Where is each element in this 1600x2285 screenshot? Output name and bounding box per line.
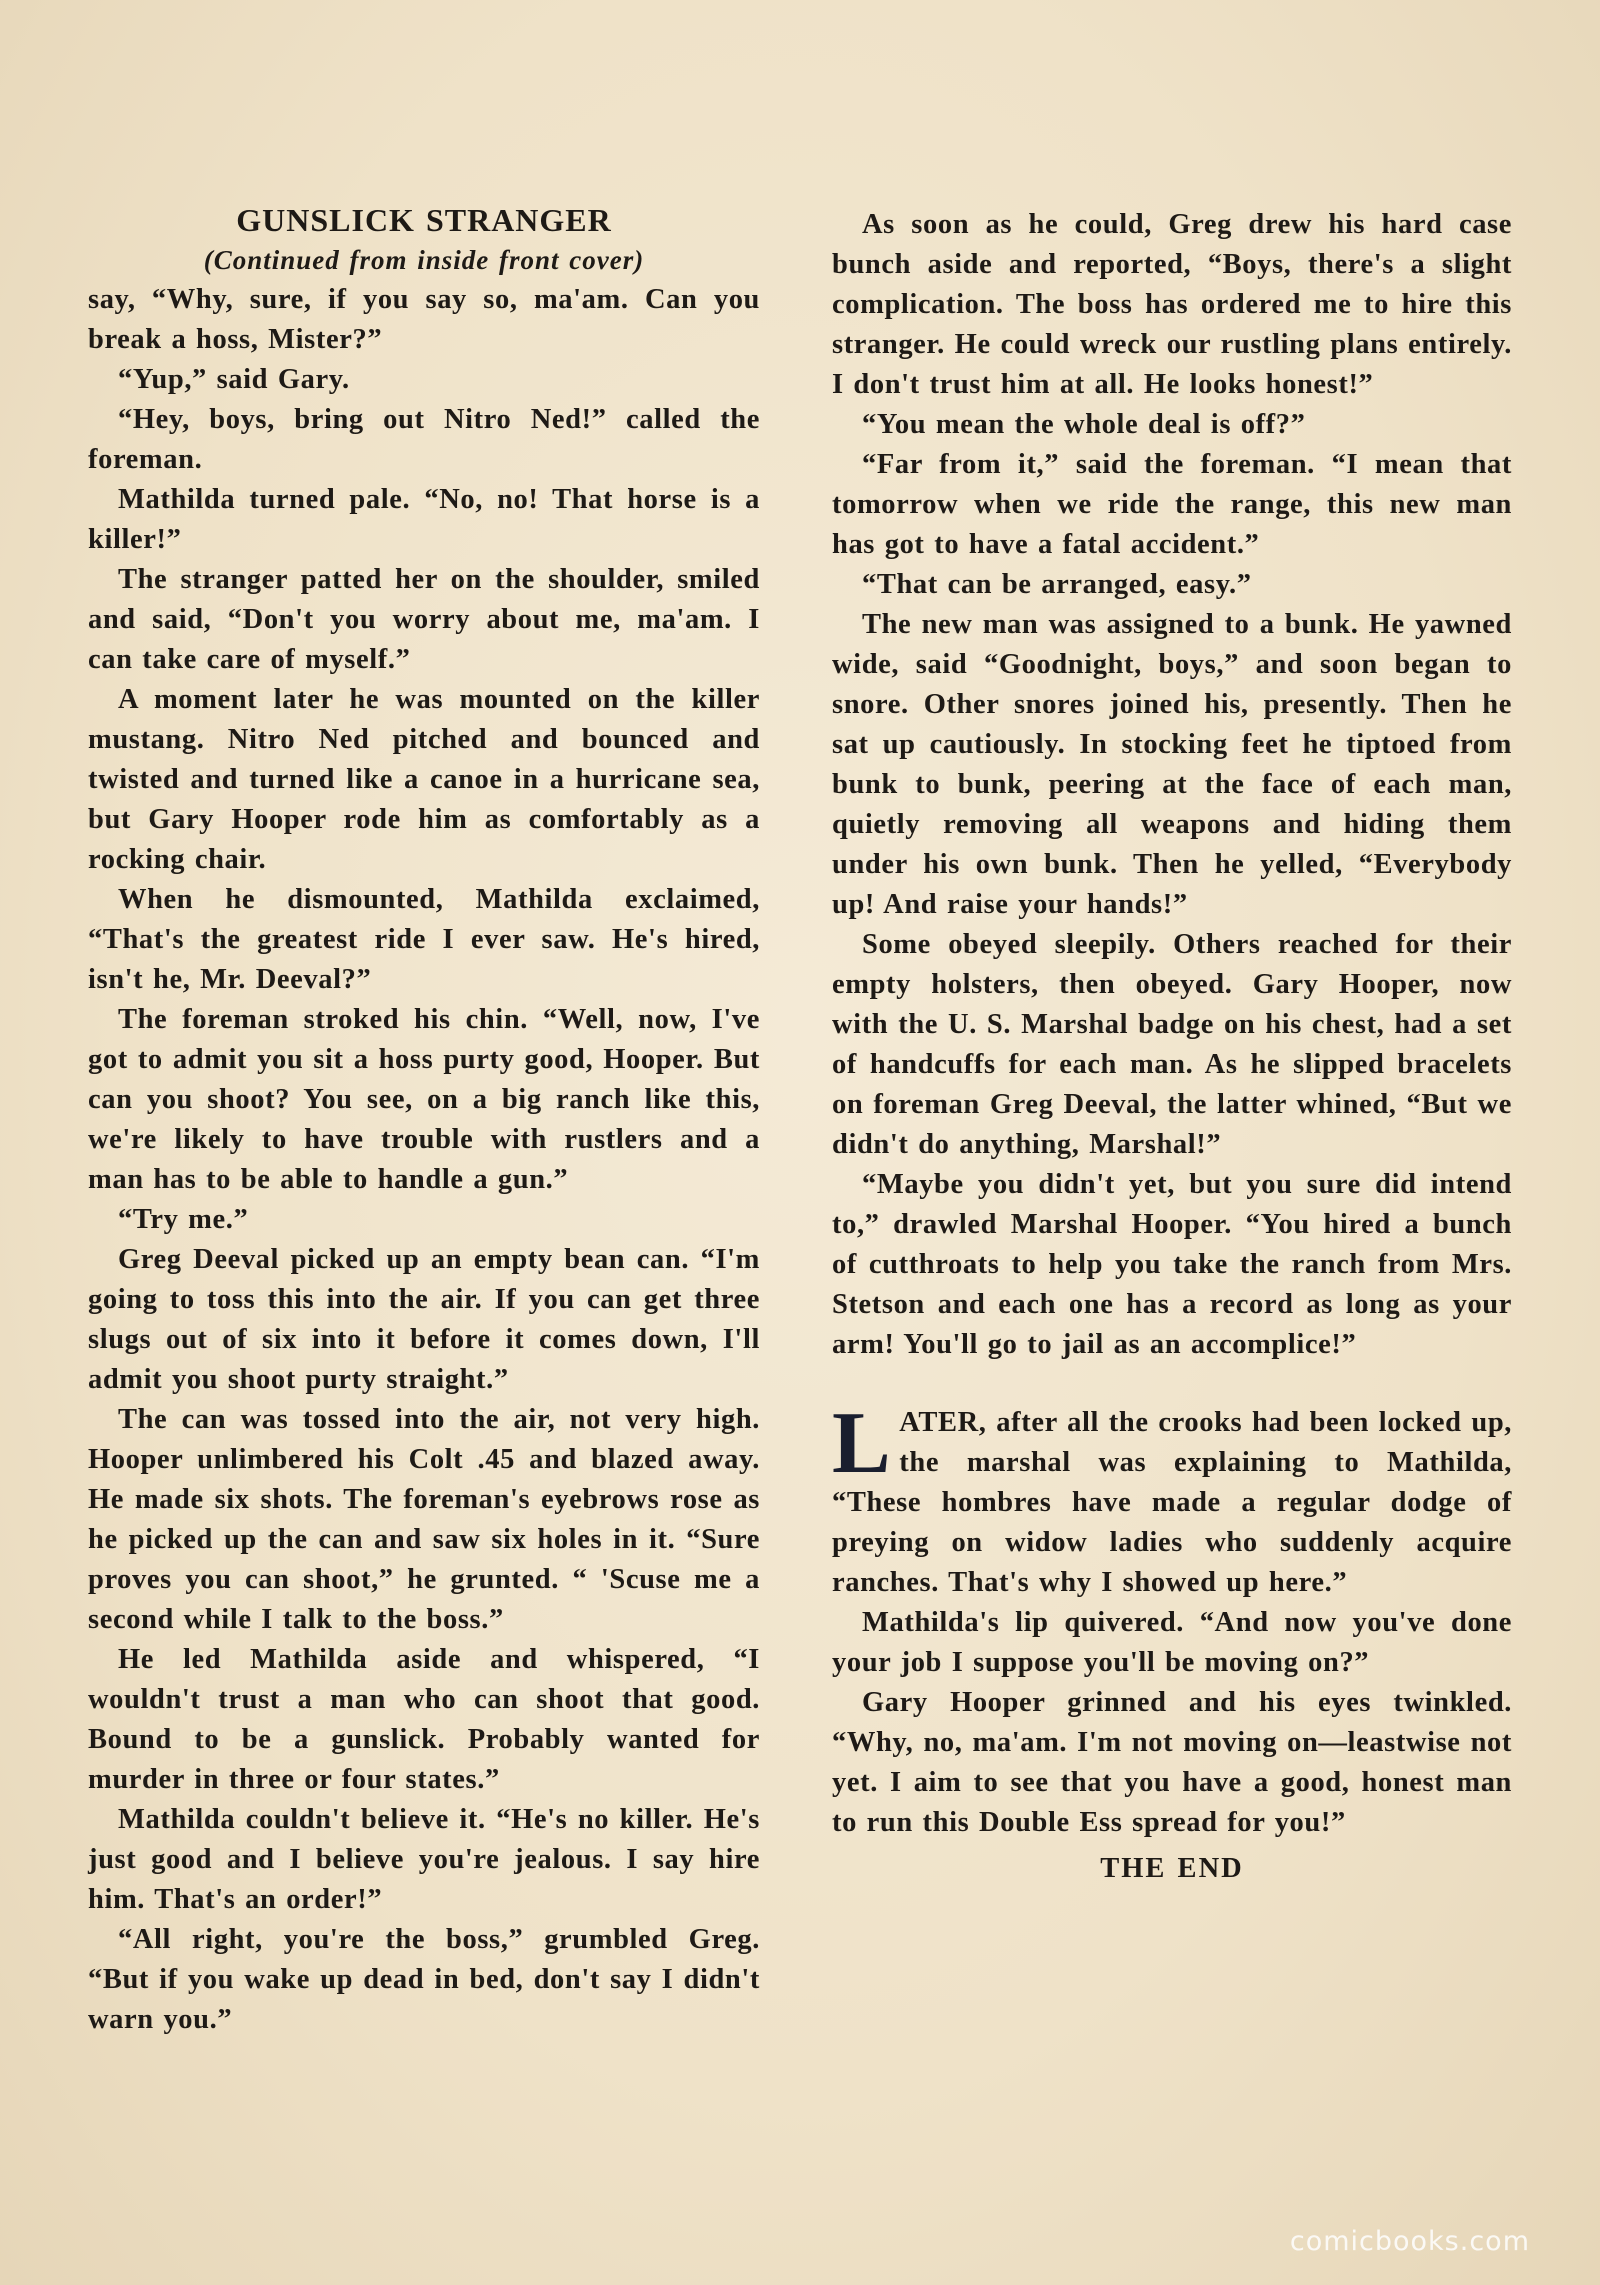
the-end-label: THE END bbox=[1100, 1853, 1244, 1884]
story-paragraph: Some obeyed sleepily. Others reached for their empty holsters, then obeyed. Gary Hooper, now with the U. S. Marshal badge on his chest, had a set of handcuffs for each man. As he slipped bracelets on foreman Greg Deeval, the latter whined, “But we didn't do anything, Marshal!” bbox=[832, 929, 1512, 1160]
story-paragraph: As soon as he could, Greg drew his hard case bunch aside and reported, “Boys, there's a slight complication. The boss has ordered me to hire this stranger. He could wreck our rustling plans entirely. I don't trust him at all. He looks honest!” bbox=[832, 209, 1512, 400]
site-watermark: comicbooks.com bbox=[1289, 2226, 1530, 2257]
story-paragraph: “Yup,” said Gary. bbox=[118, 364, 350, 395]
story-subtitle: (Continued from inside front cover) bbox=[203, 245, 645, 275]
story-paragraph: Greg Deeval picked up an empty bean can. “I'm going to toss this into the air. If you can get three slugs out of six into it before it comes down, I'll admit you shoot purty straight.” bbox=[88, 1244, 760, 1395]
story-paragraph: Mathilda's lip quivered. “And now you've done your job I suppose you'll be moving on?” bbox=[832, 1607, 1512, 1678]
left-column bbox=[88, 200, 760, 2040]
dropcap-paragraph-text: ATER, after all the crooks had been locked up, the marshal was explaining to Mathilda, “These hombres have made a regular dodge of preying on widow ladies who suddenly acquire ranches. That's why I showed up here.” bbox=[832, 1407, 1512, 1598]
story-paragraph: The stranger patted her on the shoulder, smiled and said, “Don't you worry about me, ma'am. I can take care of myself.” bbox=[88, 564, 760, 675]
story-paragraph: Mathilda turned pale. “No, no! That horse is a killer!” bbox=[88, 484, 760, 555]
story-paragraph: “Maybe you didn't yet, but you sure did intend to,” drawled Marshal Hooper. “You hired a bunch of cutthroats to help you take the ranch from Mrs. Stetson and each one has a record as long as your arm! You'll go to jail as an accomplice!” bbox=[832, 1169, 1512, 1360]
story-paragraph: “That can be arranged, easy.” bbox=[862, 569, 1252, 600]
story-paragraph: Mathilda couldn't believe it. “He's no killer. He's just good and I believe you're jealous. I say hire him. That's an order!” bbox=[88, 1804, 760, 1915]
drop-cap-letter: L bbox=[832, 1395, 892, 1492]
story-paragraph: The foreman stroked his chin. “Well, now, I've got to admit you sit a hoss purty good, Hooper. But can you shoot? You see, on a big ranch like this, we're likely to have trouble with rustlers and a man has to be able to handle a gun.” bbox=[88, 1004, 760, 1195]
story-paragraph: “All right, you're the boss,” grumbled Greg. “But if you wake up dead in bed, don't say I didn't warn you.” bbox=[88, 1924, 760, 2035]
story-paragraph: “Try me.” bbox=[118, 1204, 249, 1235]
story-paragraph: “You mean the whole deal is off?” bbox=[862, 409, 1306, 440]
right-column bbox=[832, 205, 1512, 1918]
story-paragraph: A moment later he was mounted on the killer mustang. Nitro Ned pitched and bounced and twisted and turned like a canoe in a hurricane sea, but Gary Hooper rode him as comfortably as a rocking chair. bbox=[88, 684, 760, 875]
story-title: GUNSLICK STRANGER bbox=[236, 202, 612, 238]
section-gap bbox=[832, 1365, 1512, 1403]
story-paragraph: “Hey, boys, bring out Nitro Ned!” called the foreman. bbox=[88, 404, 760, 475]
story-paragraph: Gary Hooper grinned and his eyes twinkled. “Why, no, ma'am. I'm not moving on—leastwise not yet. I aim to see that you have a good, honest man to run this Double Ess spread for you!” bbox=[832, 1687, 1512, 1838]
story-paragraph: The can was tossed into the air, not very high. Hooper unlimbered his Colt .45 and blazed away. He made six shots. The foreman's eyebrows rose as he picked up the can and saw six holes in it. “Sure proves you can shoot,” he grunted. “ 'Scuse me a second while I talk to the boss.” bbox=[88, 1404, 760, 1635]
story-paragraph: “Far from it,” said the foreman. “I mean that tomorrow when we ride the range, this new man has got to have a fatal accident.” bbox=[832, 449, 1512, 560]
dropcap-paragraph bbox=[832, 1395, 1512, 1603]
story-paragraph: He led Mathilda aside and whispered, “I wouldn't trust a man who can shoot that good. Bound to be a gunslick. Probably wanted for murder in three or four states.” bbox=[88, 1644, 760, 1795]
story-paragraph: When he dismounted, Mathilda exclaimed, “That's the greatest ride I ever saw. He's hired, isn't he, Mr. Deeval?” bbox=[88, 884, 760, 995]
story-paragraph: say, “Why, sure, if you say so, ma'am. Can you break a hoss, Mister?” bbox=[88, 284, 760, 355]
story-paragraph: The new man was assigned to a bunk. He yawned wide, said “Goodnight, boys,” and soon began to snore. Other snores joined his, presently. Then he sat up cautiously. In stocking feet he tiptoed from bunk to bunk, peering at the face of each man, quietly removing all weapons and hiding them under his own bunk. Then he yelled, “Everybody up! And raise your hands!” bbox=[832, 609, 1512, 920]
